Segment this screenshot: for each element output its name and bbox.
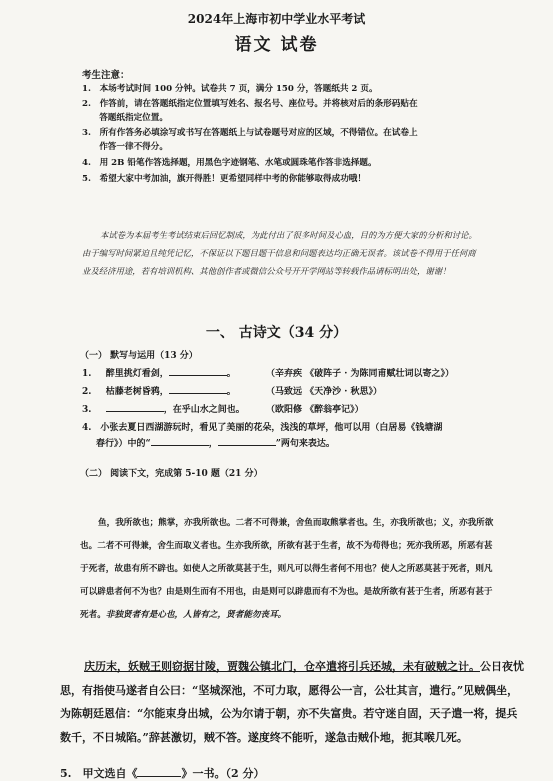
answer-blank[interactable] — [169, 385, 227, 394]
question-text: ， — [208, 439, 218, 449]
question-text: ，在乎山水之间也。 — [163, 405, 245, 415]
answer-blank[interactable] — [137, 767, 181, 777]
question-text: 》一书。（2 分） — [181, 767, 265, 780]
paper-title: 语文 试卷 — [234, 35, 319, 55]
passage-text: 公日夜忧思，有指使马遂者自公曰：“坚城深池，不可力取，愿得公一言，公壮其言，遣行。”见贼偶坐，为陈朝廷恩信：“尔能束身出城，公为尔请于朝，亦不失富贵。若守迷自固，天子遣一将，提兵数千，不日城陷。”辞甚激切，贼不答。遂度终不能听，遂急击贼仆地，扼其喉几死。 — [60, 660, 524, 744]
source-citation: （辛弃疾 《破阵子 · 为陈同甫赋壮词以寄之》） — [266, 369, 455, 379]
notice-item: 5. 希望大家中考加油，旗开得胜！更希望同样中考的你能够取得成功哦！ — [82, 174, 366, 184]
answer-blank[interactable] — [106, 403, 164, 412]
notice-item: 3. 所有作答务必填涂写或书写在答题纸上与试卷题号对应的区域，不得错位。在试卷上 — [82, 128, 418, 138]
intro-paragraph: 本试卷为本届考生考试结束后回忆制成，为此付出了很多时间及心血，目的为方便大家的分析和讨论。由于编写时间紧迫且纯凭记忆，不保证以下题目题干信息和问题表达均正确无误者。该试卷不得用于任何商业及经济用途，若有培训机构、其他创作者或微信公众号开开学网站等转载作品请标明出处，谢谢！ — [82, 230, 477, 276]
answer-blank[interactable] — [169, 367, 227, 376]
notice-item: 2. 作答前，请在答题纸指定位置填写姓名、报名号、座位号。并将核对后的条形码贴在 — [82, 99, 418, 109]
answer-blank[interactable] — [151, 437, 209, 446]
exam-title: 2024年上海市初中学业水平考试 — [187, 12, 366, 26]
notice-item: 答题纸指定位置。 — [82, 113, 168, 123]
question-number: 1. — [82, 369, 92, 379]
question-text: 春行》）中的“ — [96, 439, 151, 449]
question-4-line: 4. 小张去夏日西湖游玩时，看见了美丽的花朵，浅浅的草坪，他可以用（白居易《钱塘湖 — [82, 423, 443, 433]
question-text: 。 — [226, 387, 236, 397]
source-citation: （欧阳修 《醉翁亭记》） — [266, 405, 364, 415]
question-text: 5. 甲文选自《 — [60, 767, 138, 780]
question-number: 3. — [82, 405, 92, 415]
question-number: 2. — [82, 387, 92, 397]
question-text: 。 — [226, 369, 236, 379]
section-title: 一、 古诗文（34 分） — [205, 325, 348, 341]
question-text: 醉里挑灯看剑， — [105, 369, 169, 379]
passage-b — [60, 655, 526, 749]
underlined-sentence: 庆历末，妖贼王则窃据甘陵，贾魏公镇北门，仓卒遣将引兵还城，未有破贼之计。 — [84, 660, 480, 673]
part-heading: （二） 阅读下文，完成第 5-10 题（21 分） — [80, 469, 263, 479]
notice-item: 1. 本场考试时间 100 分钟。试卷共 7 页，满分 150 分，答题纸共 2 页。 — [82, 84, 378, 94]
part-heading: （一） 默写与运用（13 分） — [80, 351, 198, 361]
answer-blank[interactable] — [218, 437, 276, 446]
notice-item: 作答一律不得分。 — [82, 142, 168, 152]
passage-a — [80, 512, 500, 627]
passage-text: 鱼，我所欲也；熊掌，亦我所欲也。二者不可得兼，舍鱼而取熊掌者也。生，亦我所欲也；义，亦我所欲也。二者不可得兼，舍生而取义者也。生亦我所欲，所欲有甚于生者，故不为苟得也；死亦我所恶，所恶有甚于死者，故患有所不辟也。如使人之所欲莫甚于生，则凡可以得生者何不用也？使人之所恶莫甚于死者，则凡可以辟患者何不为也？由是则生而有不用也，由是则可以辟患而有不为也。是故所欲有甚于生者，所恶有甚于死者。 — [80, 518, 494, 620]
question-text: ”两句来表达。 — [275, 439, 335, 449]
passage-text: 非独贤者有是心也，人皆有之，贤者能勿丧耳。 — [105, 610, 287, 620]
notice-item: 4. 用 2B 铅笔作答选择题，用黑色字迹钢笔、水笔或圆珠笔作答非选择题。 — [82, 158, 377, 168]
question-2 — [82, 384, 236, 397]
notice-heading: 考生注意： — [82, 70, 130, 81]
question-text: 枯藤老树昏鸦， — [105, 387, 169, 397]
question-4-line — [96, 436, 335, 449]
source-citation: （马致远 《天净沙 · 秋思》） — [266, 387, 383, 397]
question-3 — [82, 402, 245, 415]
question-1 — [82, 366, 236, 379]
